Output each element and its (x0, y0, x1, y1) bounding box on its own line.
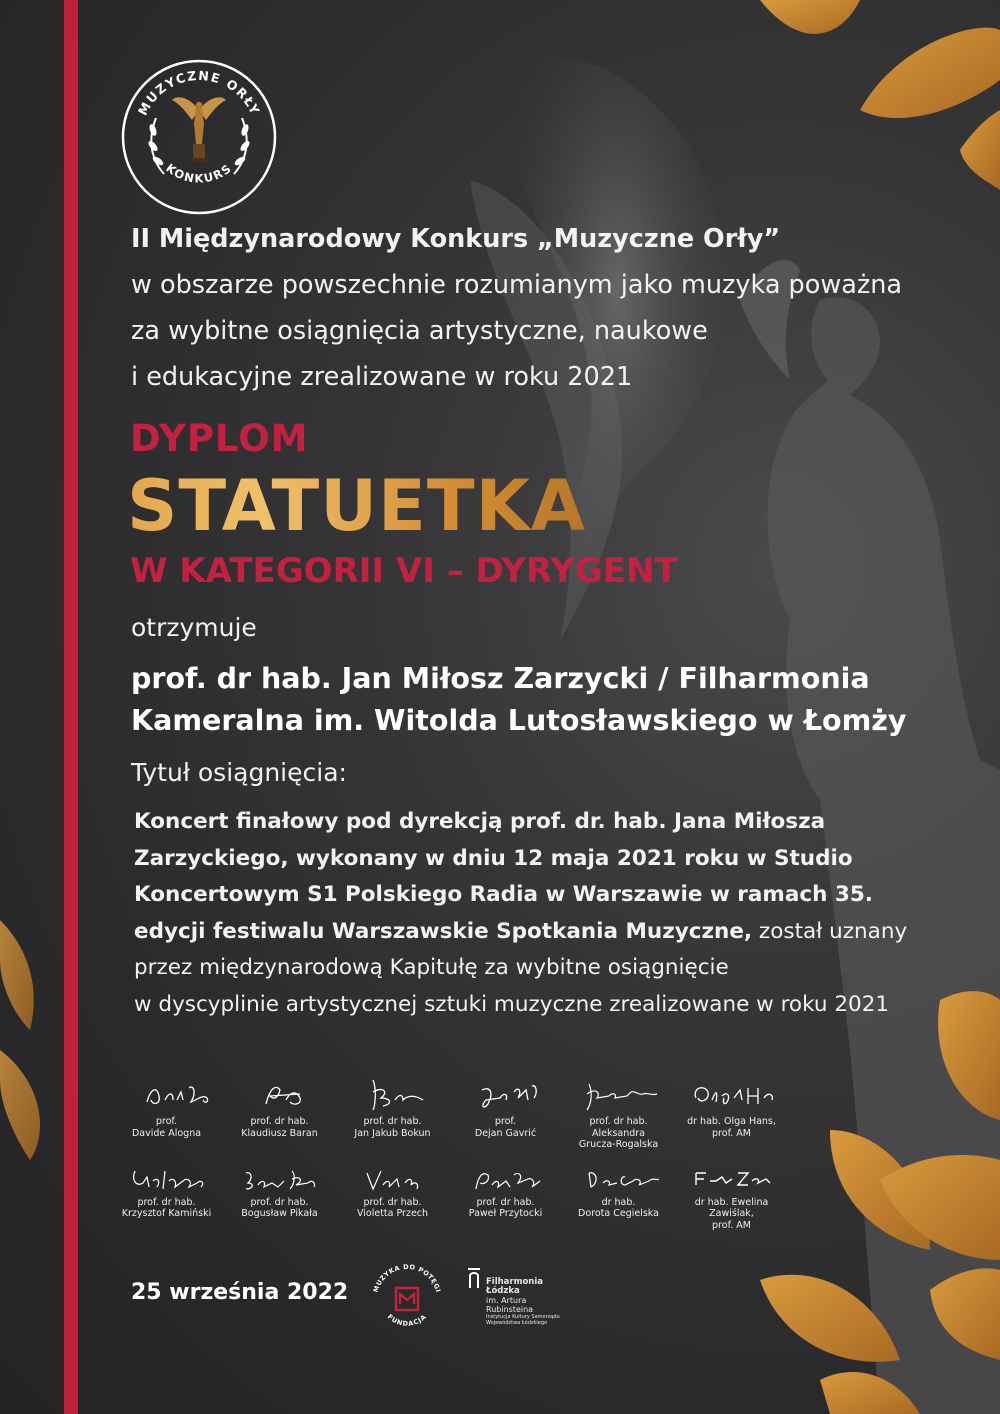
signature-block: prof. dr hab. Paweł Przytocki (449, 1157, 562, 1232)
svg-text:FUNDACJA: FUNDACJA (385, 1312, 429, 1328)
intro-text (131, 216, 971, 400)
description-line-1: Koncert finałowy pod dyrekcją prof. dr. hab. Jana Miłosza (134, 809, 826, 834)
handwritten-signature (682, 1070, 782, 1116)
description-line-2: Zarzyckiego, wykonany w dniu 12 maja 2021 roku w Studio (134, 845, 853, 871)
signature-block: dr hab. Ewelina Zawiślak, prof. AM (675, 1157, 788, 1232)
handwritten-signature (117, 1070, 217, 1116)
recipient-line-2: Kameralna im. Witolda Lutosławskiego w Łomży (131, 704, 907, 737)
signature-block: prof. dr hab. Bogusław Pikała (223, 1157, 336, 1232)
diploma-date: 25 września 2022 (131, 1280, 349, 1305)
intro-line-2: w obszarze powszechnie rozumianym jako muzyka poważna (131, 270, 903, 300)
signature-block: prof. dr hab. Violetta Przech (336, 1157, 449, 1232)
handwritten-signature (569, 1070, 669, 1116)
description-line-5: przez międzynarodową Kapitułę za wybitne osiągnięcie (134, 955, 729, 980)
contest-title: II Międzynarodowy Konkurs „Muzyczne Orły” (131, 224, 781, 254)
handwritten-signature (343, 1070, 443, 1116)
signature-block: dr hab. Olga Hans, prof. AM (675, 1070, 788, 1151)
handwritten-signature (230, 1157, 330, 1197)
signature-block: prof. Davide Alogna (110, 1070, 223, 1151)
achievement-title-label: Tytuł osiągnięcia: (131, 758, 347, 787)
signature-block: prof. dr hab. Klaudiusz Baran (223, 1070, 336, 1151)
dyplom-heading: DYPLOM (130, 417, 309, 460)
statuetka-heading: STATUETKA (127, 465, 587, 547)
svg-text:KONKURS: KONKURS (163, 160, 235, 186)
filharmonia-lodzka-text: Filharmonia Łódzka im. Artura Rubinsteina Instytucja Kultury Samorządu Województwa Łódzkiego (486, 1277, 560, 1326)
jury-signatures (110, 1070, 790, 1231)
svg-text:MUZYKA DO POTĘGI: MUZYKA DO POTĘGI (371, 1262, 443, 1294)
signature-block: prof. Dejan Gavrić (449, 1070, 562, 1151)
handwritten-signature (682, 1157, 782, 1197)
signature-block: prof. dr hab. Aleksandra Grucza-Rogalska (562, 1070, 675, 1151)
signature-row-2 (110, 1157, 790, 1232)
signature-row-1 (110, 1070, 790, 1151)
muzyka-do-potegi-foundation-logo (366, 1258, 448, 1340)
red-side-stripe (64, 0, 78, 1414)
muzyczne-orly-logo (120, 58, 278, 216)
description-line-4-rest: został uznany (752, 918, 908, 944)
intro-line-4: i edukacyjne zrealizowane w roku 2021 (131, 362, 633, 392)
category-heading: W KATEGORII VI – DYRYGENT (130, 551, 678, 591)
handwritten-signature (456, 1157, 556, 1197)
description-line-6: w dyscyplinie artystycznej sztuki muzyczne zrealizowane w roku 2021 (134, 991, 890, 1017)
description-line-4 (134, 914, 964, 951)
signature-block: prof. dr hab. Jan Jakub Bokun (336, 1070, 449, 1151)
recipient-line-1: prof. dr hab. Jan Miłosz Zarzycki / Filharmonia (131, 662, 870, 695)
description-line-3: Koncertowym S1 Polskiego Radia w Warszawie w ramach 35. (134, 882, 873, 907)
handwritten-signature (343, 1157, 443, 1197)
otrzymuje-label: otrzymuje (131, 613, 257, 642)
handwritten-signature (230, 1070, 330, 1116)
signature-block: dr hab. Dorota Cegielska (562, 1157, 675, 1232)
achievement-description (134, 804, 964, 1023)
handwritten-signature (117, 1157, 217, 1197)
signature-block: prof. dr hab. Krzysztof Kamiński (110, 1157, 223, 1232)
handwritten-signature (569, 1157, 669, 1197)
description-line-4-bold: edycji festiwalu Warszawskie Spotkania Muzyczne, (134, 918, 753, 944)
recipient-name (131, 658, 981, 742)
handwritten-signature (456, 1070, 556, 1116)
svg-text:MUZYCZNE ORŁY: MUZYCZNE ORŁY (134, 67, 264, 118)
intro-line-3: za wybitne osiągnięcia artystyczne, naukowe (131, 316, 708, 346)
